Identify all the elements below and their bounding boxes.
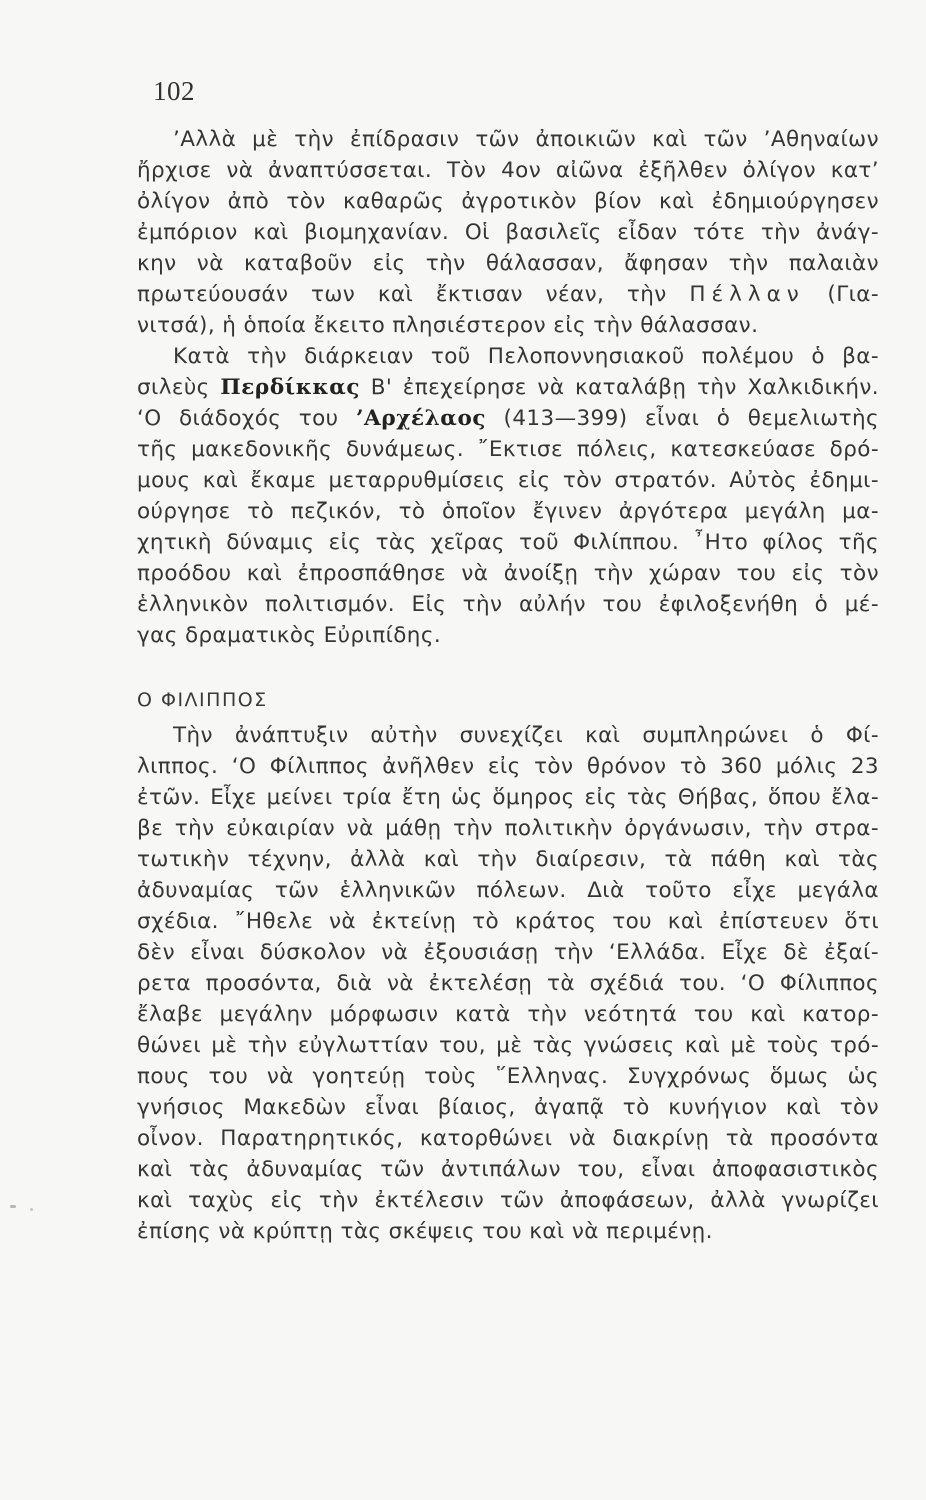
text-fragment: (413—399) εἶναι ὁ θεμελιωτὴς <box>503 406 879 431</box>
text-line <box>137 403 879 434</box>
text-line: ἐτῶν. Εἶχε μείνει τρία ἔτη ὡς ὅμηρος εἰς τὰς Θήβας, ὅπου ἔλα- <box>137 785 879 810</box>
text-line: ἑλληνικὸν πολιτισμόν. Εἰς τὴν αὐλήν του ἐφιλοξενήθη ὁ μέ- <box>137 592 879 617</box>
text-line: λιππος. ‘Ο Φίλιππος ἀνῆλθεν εἰς τὸν θρόνον τὸ 360 μόλις 23 <box>137 754 879 779</box>
text-line: Κατὰ τὴν διάρκειαν τοῦ Πελοποννησιακοῦ πολέμου ὁ βα- <box>173 344 879 369</box>
text-line: καὶ ταχὺς εἰς τὴν ἐκτέλεσιν τῶν ἀποφάσεων, ἀλλὰ γνωρίζει <box>137 1188 879 1213</box>
text-line: τῆς μακεδονικῆς δυνάμεως. ῎Εκτισε πόλεις, κατεσκεύασε δρό- <box>137 437 879 462</box>
text-line: Τὴν ἀνάπτυξιν αὐτὴν συνεχίζει καὶ συμπληρώνει ὁ Φί- <box>173 723 879 748</box>
text-line <box>137 279 879 310</box>
text-line: χητικὴ δύναμις εἰς τὰς χεῖρας τοῦ Φιλίππου. ῏Ητο φίλος τῆς <box>137 530 879 555</box>
text-line: ἀδυναμίας τῶν ἑλληνικῶν πόλεων. Διὰ τοῦτο εἶχε μεγάλα <box>137 878 879 903</box>
text-line: ’Αλλὰ μὲ τὴν ἐπίδρασιν τῶν ἀποικιῶν καὶ τῶν ’Αθηναίων <box>173 127 879 152</box>
text-line: ρετα προσόντα, διὰ νὰ ἐκτελέσῃ τὰ σχέδιά του. ‘Ο Φίλιππος <box>137 971 879 996</box>
page-number: 102 <box>153 76 195 106</box>
text-line: ἐμπόριον καὶ βιομηχανίαν. Οἱ βασιλεῖς εἶδαν τότε τὴν ἀνάγ- <box>137 220 879 245</box>
text-line: θώνει μὲ τὴν εὐγλωττίαν του, μὲ τὰς γνώσεις καὶ μὲ τοὺς τρό- <box>137 1033 879 1058</box>
text-fragment: σιλεὺς <box>137 375 210 400</box>
text-line: δὲν εἶναι δύσκολον νὰ ἐξουσιάσῃ τὴν ‘Ελλάδα. Εἶχε δὲ ἐξαί- <box>137 940 879 965</box>
text-line: νιτσά), ἡ ὁποία ἔκειτο πλησιέστερον εἰς τὴν θάλασσαν. <box>137 313 759 338</box>
paragraph-3 <box>137 720 879 1247</box>
text-line: γας δραματικὸς Εὐριπίδης. <box>137 623 442 648</box>
text-line: σχέδια. ῎Ηθελε νὰ ἐκτείνῃ τὸ κράτος του καὶ ἐπίστευεν ὅτι <box>137 909 879 934</box>
text-line: ἔλαβε μεγάλην μόρφωσιν κατὰ τὴν νεότητά του καὶ κατορ- <box>137 1002 879 1027</box>
text-line: βε τὴν εὐκαιρίαν νὰ μάθῃ τὴν πολιτικὴν ὀργάνωσιν, τὴν στρα- <box>137 816 879 841</box>
city-name-pella: Πέλλαν <box>689 282 805 307</box>
text-line: οἶνον. Παρατηρητικός, κατορθώνει νὰ διακρίνῃ τὰ προσόντα <box>137 1126 879 1151</box>
scan-speck <box>10 1205 16 1208</box>
section-heading: Ο ΦΙΛΙΠΠΟΣ <box>137 689 268 711</box>
spacer <box>137 651 879 679</box>
name-archelaos: ’Αρχέλαος <box>355 406 487 431</box>
text-fragment: (Για- <box>827 282 879 307</box>
text-line: ὀλίγον ἀπὸ τὸν καθαρῶς ἀγροτικὸν βίον καὶ ἐδημιούργησεν <box>137 189 879 214</box>
text-line: κην νὰ καταβοῦν εἰς τὴν θάλασσαν, ἄφησαν τὴν παλαιὰν <box>137 251 879 276</box>
text-line: ούργησε τὸ πεζικόν, τὸ ὁποῖον ἔγινεν ἀργότερα μεγάλη μα- <box>137 499 879 524</box>
scan-speck <box>30 1208 33 1211</box>
text-line: προόδου καὶ ἐπροσπάθησε νὰ ἀνοίξῃ τὴν χώραν του εἰς τὸν <box>137 561 879 586</box>
text-fragment: Β' ἐπεχείρησε νὰ καταλάβῃ τὴν Χαλκιδικήν. <box>370 375 879 400</box>
text-line: μους καὶ ἔκαμε μεταρρυθμίσεις εἰς τὸν στρατόν. Αὐτὸς ἐδημι- <box>137 468 879 493</box>
text-line: τωτικὴν τέχνην, ἀλλὰ καὶ τὴν διαίρεσιν, τὰ πάθη καὶ τὰς <box>137 847 879 872</box>
text-line: πους του νὰ γοητεύῃ τοὺς ῞Ελληνας. Συγχρόνως ὅμως ὡς <box>137 1064 879 1089</box>
text-line: ἐπίσης νὰ κρύπτῃ τὰς σκέψεις του καὶ νὰ περιμένῃ. <box>137 1219 713 1244</box>
text-line: ἤρχισε νὰ ἀναπτύσσεται. Τὸν 4ον αἰῶνα ἐξῆλθεν ὀλίγον κατ’ <box>137 158 879 183</box>
paragraph-1 <box>137 124 879 341</box>
text-line: καὶ τὰς ἀδυναμίας τῶν ἀντιπάλων του, εἶναι ἀποφασιστικὸς <box>137 1157 879 1182</box>
text-line <box>137 372 879 403</box>
body-text <box>137 124 879 1247</box>
text-fragment: πρωτεύουσάν των καὶ ἔκτισαν νέαν, τὴν <box>137 282 667 307</box>
text-line: γνήσιος Μακεδὼν εἶναι βίαιος, ἀγαπᾷ τὸ κυνήγιον καὶ τὸν <box>137 1095 879 1120</box>
paragraph-2 <box>137 341 879 651</box>
name-perdikkas: Περδίκκας <box>220 375 361 400</box>
text-fragment: ‘Ο διάδοχός του <box>137 406 339 431</box>
